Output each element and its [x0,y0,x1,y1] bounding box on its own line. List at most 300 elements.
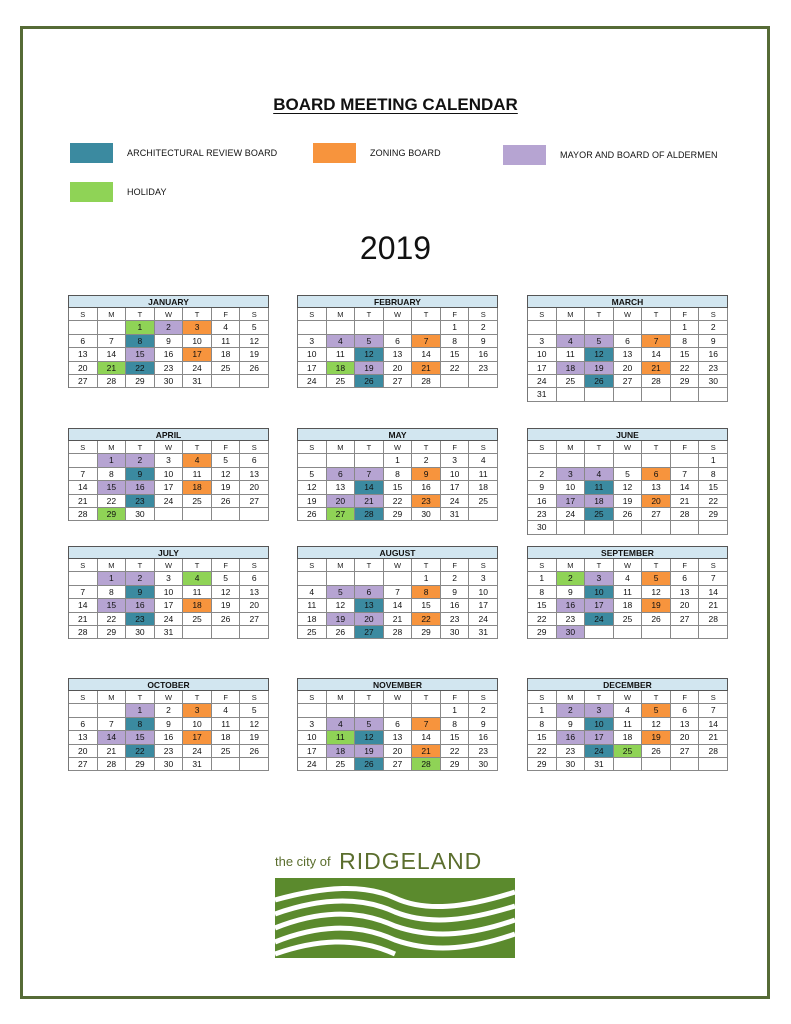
day-cell: 12 [212,586,241,599]
weekday-header: F [212,441,241,454]
empty-cell [240,758,269,771]
day-cell: 2 [441,572,470,585]
day-cell: 27 [384,758,413,771]
day-cell-mayor: 18 [585,495,614,508]
day-cell-zoning: 7 [412,718,441,731]
weekday-header: T [412,559,441,572]
day-cell: 21 [699,731,728,744]
day-cell: 9 [469,718,498,731]
day-cell-zoning: 18 [183,599,212,612]
weekday-header: F [441,559,470,572]
day-cell: 9 [528,481,557,494]
day-cell-mayor: 2 [126,572,155,585]
day-cell-zoning: 3 [183,321,212,334]
day-cell-mayor: 19 [355,745,384,758]
day-cell: 28 [69,626,98,639]
day-cell: 24 [441,495,470,508]
empty-cell [614,321,643,334]
weekday-header: T [183,559,212,572]
day-cell: 8 [528,586,557,599]
day-cell: 29 [98,626,127,639]
day-cell: 10 [183,718,212,731]
day-cell: 25 [557,375,586,388]
weekday-header: T [412,308,441,321]
day-cell: 3 [155,572,184,585]
empty-cell [642,626,671,639]
day-cell: 17 [155,481,184,494]
day-cell: 23 [155,362,184,375]
day-cell: 24 [155,613,184,626]
day-cell: 8 [528,718,557,731]
day-cell: 12 [240,718,269,731]
empty-cell [671,454,700,467]
day-cell: 3 [298,718,327,731]
empty-cell [298,572,327,585]
day-cell-mayor: 4 [557,335,586,348]
day-cell: 31 [183,758,212,771]
day-cell-holiday: 4 [183,572,212,585]
day-cell: 26 [642,745,671,758]
empty-cell [183,626,212,639]
weekday-header: S [240,691,269,704]
day-cell: 28 [671,508,700,521]
day-cell: 15 [671,348,700,361]
day-cell-zoning: 7 [412,335,441,348]
day-cell: 2 [155,704,184,717]
day-cell: 31 [183,375,212,388]
weekday-header: F [441,441,470,454]
day-cell: 8 [384,468,413,481]
empty-cell [240,626,269,639]
day-cell-mayor: 2 [557,704,586,717]
day-cell-zoning: 3 [183,704,212,717]
weekday-header: S [699,308,728,321]
weekday-header: T [126,308,155,321]
weekday-header: S [699,691,728,704]
month-name: OCTOBER [68,678,269,691]
day-cell: 17 [469,599,498,612]
day-cell-mayor: 15 [126,348,155,361]
day-cell: 14 [412,348,441,361]
day-cell: 27 [384,375,413,388]
weekday-header: W [614,559,643,572]
weekday-header: S [469,308,498,321]
day-cell: 19 [240,348,269,361]
day-cell: 19 [614,495,643,508]
day-cell: 19 [212,481,241,494]
day-cell: 25 [183,613,212,626]
day-cell-zoning: 23 [412,495,441,508]
day-cell: 24 [183,745,212,758]
day-cell: 11 [212,718,241,731]
empty-cell [327,572,356,585]
day-cell: 29 [384,508,413,521]
day-cell: 28 [98,758,127,771]
day-cell-mayor: 5 [585,335,614,348]
day-cell: 18 [469,481,498,494]
empty-cell [355,572,384,585]
day-cell: 3 [528,335,557,348]
day-cell: 18 [212,731,241,744]
day-cell: 31 [469,626,498,639]
day-cell: 31 [441,508,470,521]
month-june [527,428,728,535]
day-cell: 7 [384,586,413,599]
legend-swatch-holiday [70,182,113,202]
day-cell-zoning: 19 [642,599,671,612]
day-cell: 7 [671,468,700,481]
day-cell: 1 [412,572,441,585]
empty-cell [298,704,327,717]
logo-wordmark [275,848,515,875]
day-cell: 17 [298,362,327,375]
day-cell: 22 [441,362,470,375]
day-cell-zoning: 17 [183,731,212,744]
empty-cell [355,321,384,334]
weekday-header: T [585,691,614,704]
day-cell-mayor: 1 [98,454,127,467]
day-cell: 25 [469,495,498,508]
day-cell: 26 [298,508,327,521]
weekday-header: F [441,691,470,704]
day-cell: 20 [384,745,413,758]
day-cell: 28 [384,626,413,639]
weekday-header: W [155,691,184,704]
day-cell: 24 [298,375,327,388]
month-march [527,295,728,402]
day-cell: 24 [298,758,327,771]
empty-cell [327,704,356,717]
day-cell: 30 [699,375,728,388]
day-cell: 29 [528,626,557,639]
day-cell-arb: 27 [355,626,384,639]
legend-swatch-mayor [503,145,546,165]
day-cell-arb: 25 [585,508,614,521]
day-cell: 31 [528,388,557,401]
weekday-header: T [642,559,671,572]
weekday-header: F [441,308,470,321]
empty-cell [69,321,98,334]
day-cell: 21 [671,495,700,508]
day-cell: 13 [69,348,98,361]
logo-prefix: the city of [275,854,331,869]
day-cell: 25 [183,495,212,508]
day-cell: 21 [699,599,728,612]
weekday-header: S [469,559,498,572]
weekday-header: T [585,441,614,454]
day-cell-mayor: 6 [327,468,356,481]
day-cell: 29 [671,375,700,388]
month-name: AUGUST [297,546,498,559]
empty-cell [671,521,700,534]
empty-cell [699,626,728,639]
day-cell: 19 [240,731,269,744]
day-cell: 6 [384,335,413,348]
day-cell-mayor: 16 [557,731,586,744]
day-cell-zoning: 21 [412,362,441,375]
weekday-header: W [155,441,184,454]
day-cell: 10 [469,586,498,599]
day-cell: 13 [642,481,671,494]
day-cell-zoning: 19 [642,731,671,744]
day-cell: 10 [298,348,327,361]
month-name: NOVEMBER [297,678,498,691]
day-cell: 17 [528,362,557,375]
day-cell: 25 [212,745,241,758]
day-cell-arb: 10 [585,718,614,731]
day-cell-mayor: 19 [585,362,614,375]
day-cell: 16 [699,348,728,361]
empty-cell [585,626,614,639]
empty-cell [528,321,557,334]
day-cell: 6 [240,572,269,585]
legend-label: MAYOR AND BOARD OF ALDERMEN [560,150,718,160]
day-cell: 26 [212,613,241,626]
day-cell: 2 [528,468,557,481]
legend-label: ARCHITECTURAL REVIEW BOARD [127,148,278,158]
day-cell-mayor: 20 [327,495,356,508]
day-cell: 18 [212,348,241,361]
month-december [527,678,728,771]
day-cell-zoning: 21 [412,745,441,758]
weekday-header: T [642,308,671,321]
day-cell: 1 [528,704,557,717]
day-cell-holiday: 18 [327,362,356,375]
day-cell: 25 [327,375,356,388]
day-cell: 7 [699,572,728,585]
empty-cell [585,388,614,401]
empty-cell [699,521,728,534]
weekday-header: S [528,559,557,572]
month-name: JANUARY [68,295,269,308]
empty-cell [355,704,384,717]
day-cell: 4 [212,704,241,717]
day-cell-arb: 10 [585,586,614,599]
day-cell-holiday: 27 [327,508,356,521]
day-cell: 4 [298,586,327,599]
weekday-header: S [298,559,327,572]
weekday-header: S [240,441,269,454]
day-cell-mayor: 17 [585,731,614,744]
weekday-header: T [412,691,441,704]
day-cell: 13 [69,731,98,744]
day-cell: 18 [614,599,643,612]
empty-cell [699,758,728,771]
day-cell: 2 [412,454,441,467]
month-january [68,295,269,388]
empty-cell [98,321,127,334]
day-cell: 9 [557,586,586,599]
day-cell-arb: 22 [126,745,155,758]
empty-cell [585,454,614,467]
day-cell: 16 [469,348,498,361]
day-cell: 11 [212,335,241,348]
weekday-header: S [528,308,557,321]
empty-cell [240,375,269,388]
empty-cell [298,454,327,467]
day-cell: 3 [469,572,498,585]
weekday-header: T [412,441,441,454]
weekday-header: T [642,441,671,454]
day-cell: 4 [614,572,643,585]
empty-cell [298,321,327,334]
weekday-header: T [183,308,212,321]
month-name: JULY [68,546,269,559]
month-september [527,546,728,639]
day-cell-mayor: 2 [155,321,184,334]
day-cell: 3 [441,454,470,467]
weekday-header: W [155,559,184,572]
day-cell: 27 [671,745,700,758]
day-cell: 31 [585,758,614,771]
empty-cell [614,454,643,467]
weekday-header: M [98,441,127,454]
day-cell-arb: 24 [585,613,614,626]
empty-cell [557,521,586,534]
day-cell: 20 [671,599,700,612]
day-cell: 8 [441,335,470,348]
day-cell-mayor: 5 [327,586,356,599]
day-cell-mayor: 5 [355,718,384,731]
legend-label: ZONING BOARD [370,148,441,158]
weekday-header: F [212,308,241,321]
day-cell-holiday: 25 [614,745,643,758]
day-cell: 22 [441,745,470,758]
day-cell: 20 [240,599,269,612]
day-cell: 30 [126,508,155,521]
weekday-header: S [69,559,98,572]
day-cell: 1 [384,454,413,467]
day-cell: 23 [441,613,470,626]
empty-cell [642,321,671,334]
day-cell: 15 [441,731,470,744]
day-cell: 25 [327,758,356,771]
weekday-header: T [126,691,155,704]
day-cell: 11 [614,586,643,599]
day-cell: 1 [671,321,700,334]
day-cell: 27 [642,508,671,521]
empty-cell [557,321,586,334]
day-cell: 9 [441,586,470,599]
day-cell: 5 [212,572,241,585]
month-name: MARCH [527,295,728,308]
empty-cell [212,508,241,521]
weekday-header: T [355,308,384,321]
legend-item-arb [70,143,277,163]
empty-cell [671,758,700,771]
day-cell-arb: 11 [585,481,614,494]
day-cell-mayor: 21 [355,495,384,508]
day-cell: 4 [469,454,498,467]
day-cell: 25 [614,613,643,626]
weekday-header: S [69,441,98,454]
month-days-grid [68,308,269,388]
day-cell-holiday: 28 [412,758,441,771]
day-cell: 26 [327,626,356,639]
day-cell: 12 [614,481,643,494]
day-cell: 28 [642,375,671,388]
day-cell: 5 [240,321,269,334]
day-cell-holiday: 21 [98,362,127,375]
day-cell: 20 [384,362,413,375]
weekday-header: F [671,691,700,704]
day-cell: 15 [384,481,413,494]
month-name: JUNE [527,428,728,441]
day-cell: 20 [240,481,269,494]
day-cell-mayor: 6 [355,586,384,599]
day-cell: 26 [642,613,671,626]
day-cell: 15 [528,599,557,612]
day-cell-arb: 12 [355,731,384,744]
day-cell: 22 [98,613,127,626]
weekday-header: T [126,441,155,454]
day-cell-mayor: 2 [126,454,155,467]
day-cell: 23 [469,745,498,758]
day-cell-arb: 26 [355,758,384,771]
day-cell: 31 [155,626,184,639]
day-cell: 24 [469,613,498,626]
day-cell: 30 [441,626,470,639]
month-name: MAY [297,428,498,441]
day-cell: 1 [528,572,557,585]
day-cell: 22 [528,745,557,758]
weekday-header: M [98,559,127,572]
empty-cell [642,521,671,534]
day-cell: 2 [469,704,498,717]
weekday-header: F [671,559,700,572]
day-cell: 19 [212,599,241,612]
day-cell-arb: 9 [126,586,155,599]
logo-name: RIDGELAND [339,848,483,874]
day-cell-arb: 22 [126,362,155,375]
weekday-header: S [298,691,327,704]
legend-item-zoning [313,143,441,163]
day-cell-mayor: 20 [355,613,384,626]
day-cell: 12 [298,481,327,494]
month-days-grid [297,559,498,639]
day-cell: 23 [699,362,728,375]
day-cell: 23 [557,613,586,626]
day-cell: 14 [642,348,671,361]
day-cell-mayor: 4 [585,468,614,481]
day-cell-mayor: 14 [98,731,127,744]
day-cell: 8 [98,468,127,481]
day-cell-zoning: 21 [642,362,671,375]
empty-cell [69,572,98,585]
weekday-header: M [557,559,586,572]
weekday-header: F [212,559,241,572]
month-days-grid [527,441,728,535]
day-cell: 11 [298,599,327,612]
empty-cell [557,454,586,467]
month-days-grid [527,308,728,402]
weekday-header: M [557,308,586,321]
day-cell: 27 [671,613,700,626]
month-name: APRIL [68,428,269,441]
day-cell-mayor: 16 [126,599,155,612]
month-name: DECEMBER [527,678,728,691]
month-april [68,428,269,521]
empty-cell [614,521,643,534]
day-cell: 29 [412,626,441,639]
empty-cell [412,704,441,717]
day-cell: 2 [699,321,728,334]
month-name: FEBRUARY [297,295,498,308]
day-cell: 13 [671,586,700,599]
day-cell-zoning: 4 [183,454,212,467]
empty-cell [155,508,184,521]
day-cell-holiday: 29 [98,508,127,521]
